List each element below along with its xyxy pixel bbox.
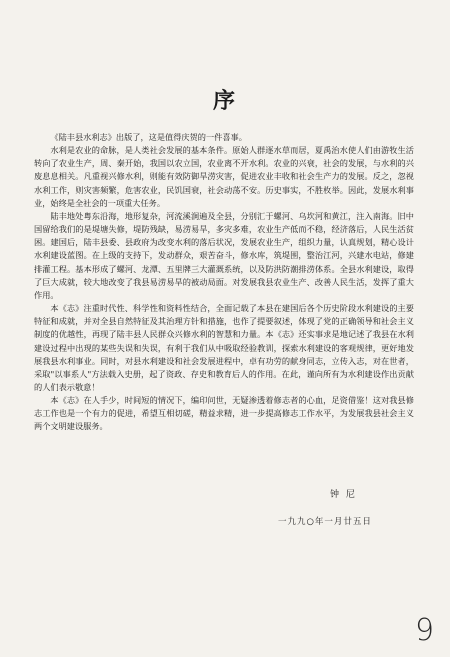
author-signature: 钟 尼 <box>330 490 357 500</box>
paragraph-2: 水利是农业的命脉，是人类社会发展的基本条件。原始人群逐水草而居，夏禹治水使人们由游牧生活转向了农业生产，周、秦开始，我国以农立国，农业离不开水利。农业的兴衰，社会的发展，与水利的兴废息息相关。凡重视兴修水利，则能有效防御旱涝灾害，促进农业丰收和社会生产力的发展。反之，忽视水利工作，则灾害频繁，危害农业，民饥国衰，社会动荡不安。历史事实，不胜枚举。因此，发展水利事业，始终是全社会的一项重大任务。 <box>34 145 414 208</box>
page-number: 9 <box>415 613 435 648</box>
paragraph-3: 陆丰地处粤东沿海，地形复杂，河流溪涧遍及全县，分别汇于螺河、乌坎河和黄江，注入南海。旧中国留给我们的是堤塘失修，堤防残缺，易涝易旱，多灾多难，农业生产低而不稳，经济落后，人民生活贫困。建国后，陆丰县委、县政府为改变水利的落后状况，发展农业生产，组织力量，认真规划，精心设计水利建设蓝图。在上级的支持下，发动群众，艰苦奋斗，修水库，筑堤围，整治江河，兴建水电站，修建排灌工程。基本形成了螺河、龙潭、五里牌三大灌溉系统，以及防洪防潮排涝体系。全县水利建设，取得了巨大成就，较大地改变了我县易涝易旱的被动局面。对发展我县农业生产、改善人民生活，发挥了重大作用。 <box>34 210 414 300</box>
signature-date: 一九九○年一月廿五日 <box>278 517 372 527</box>
paragraph-4: 本《志》注重时代性、科学性和资料性结合，全面记载了本县在建国后各个历史阶段水利建设的主要特征和成就，并对全县自然特征及其治理方针和措施，也作了提要叙述，体现了党的正确领导和社会主义制度的优越性，再现了陆丰县人民群众兴修水利的智慧和力量。本《志》还实事求是地记述了我县在水利建设过程中出现的某些失误和失误，有利于我们从中吸取经验教训，探索水利建设的客观规律，更好地发展我县水利事业。同时，对县水利建设和社会发展进程中，卓有功劳的献身同志，立传入志，对在世者，采取"以事系人"方法载入史册，起了资政、存史和教育后人的作用。在此，谨向所有为水利建设作出贡献的人们表示敬意！ <box>34 303 414 392</box>
page-title: 序 <box>212 88 237 114</box>
paragraph-1: 《陆丰县水利志》出版了，这是值得庆贺的一件喜事。 <box>50 132 247 142</box>
paragraph-5: 本《志》在人手少，时间短的情况下，编印问世，无疑渗透着修志者的心血，足资借鉴！这对我县修志工作也是一个有力的促进，希望互相切磋，精益求精，进一步提高修志工作水平，为发展我县社会主义两个文明建设服务。 <box>34 395 414 432</box>
preface-body <box>34 131 414 434</box>
